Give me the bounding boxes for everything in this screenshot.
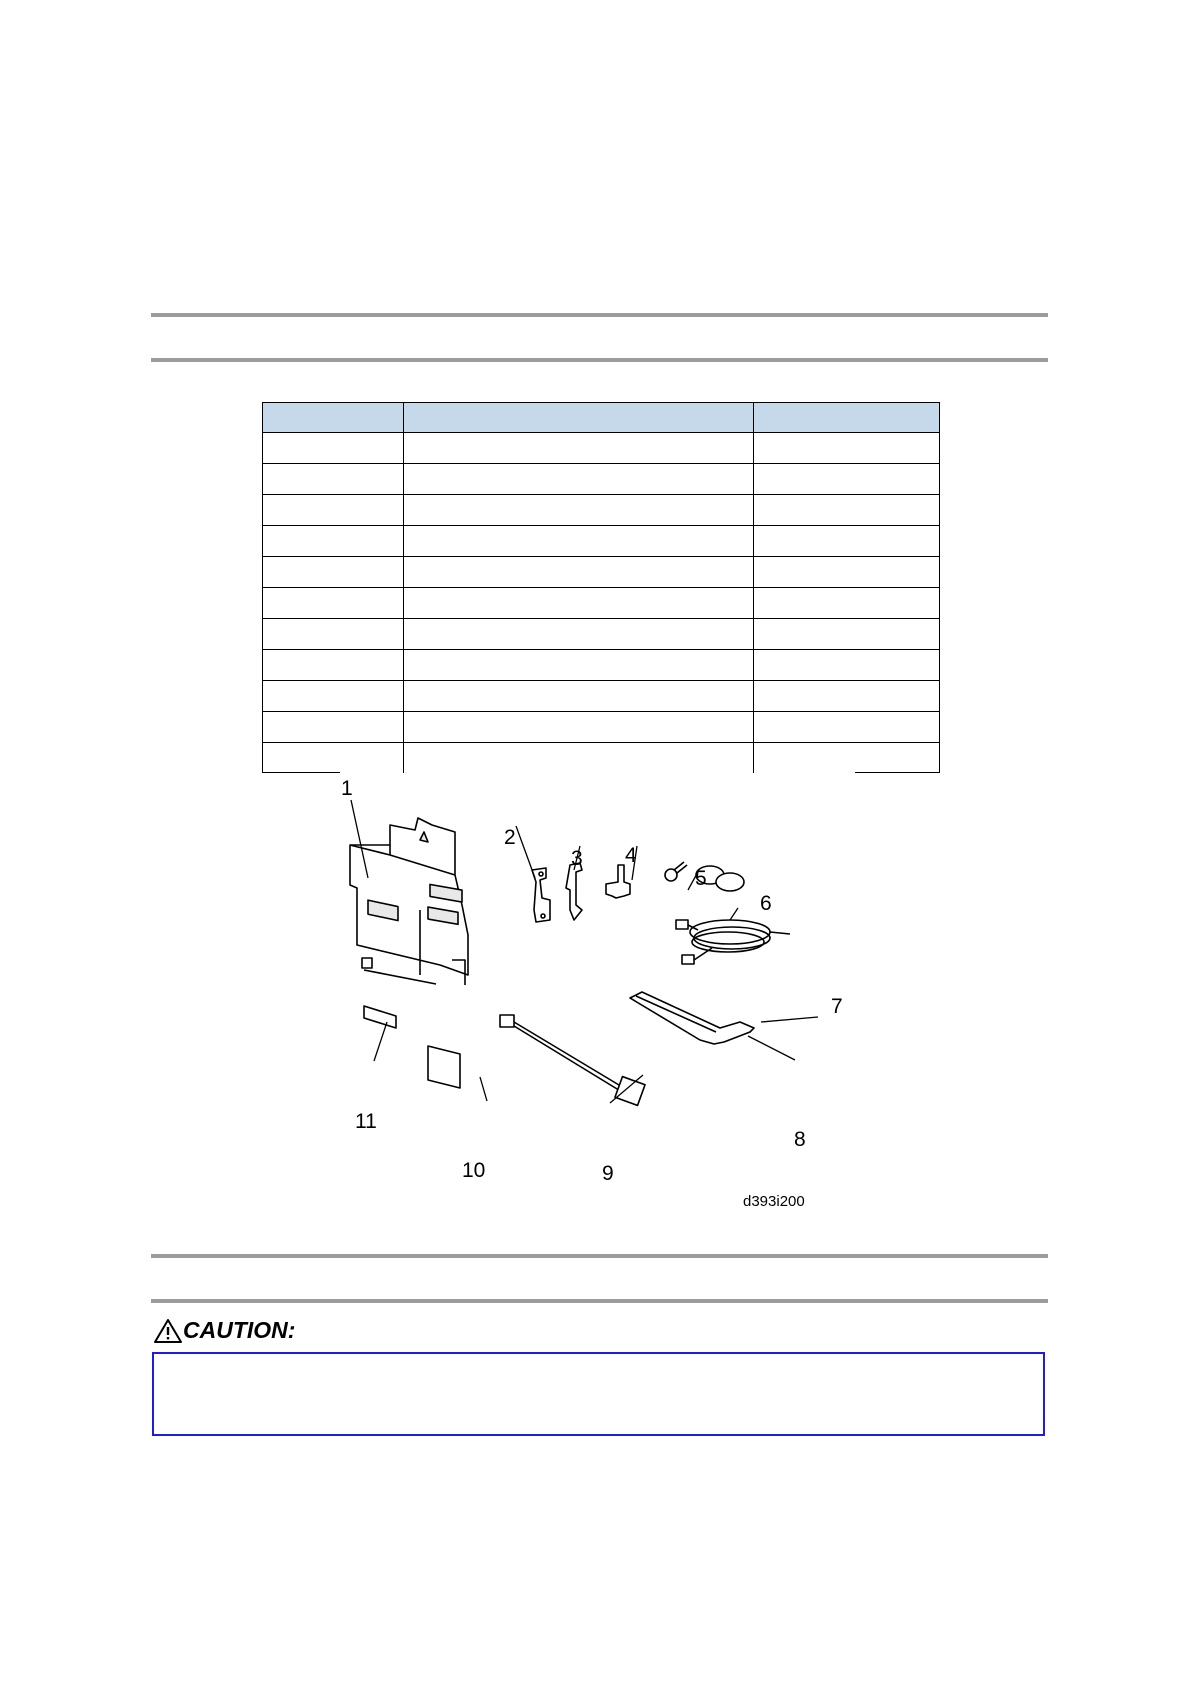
callout-2: 2 bbox=[504, 826, 516, 849]
part-7-harness bbox=[676, 920, 790, 964]
table-row bbox=[263, 681, 940, 712]
section-rule-top-2 bbox=[151, 358, 1048, 362]
callout-7: 7 bbox=[831, 995, 843, 1018]
part-4-bracket bbox=[606, 865, 630, 898]
part-10-label bbox=[428, 1046, 460, 1088]
table-row bbox=[263, 650, 940, 681]
section-rule-mid-1 bbox=[151, 1254, 1048, 1258]
callout-8: 8 bbox=[794, 1128, 806, 1151]
callout-5: 5 bbox=[695, 867, 707, 890]
callout-6: 6 bbox=[760, 892, 772, 915]
part-1-board bbox=[350, 818, 468, 985]
callout-3: 3 bbox=[571, 847, 583, 870]
part-8-flat-cable bbox=[630, 992, 754, 1044]
callout-9: 9 bbox=[602, 1162, 614, 1185]
callout-4: 4 bbox=[625, 844, 637, 867]
callout-1: 1 bbox=[341, 777, 353, 800]
table-header-qty bbox=[754, 403, 940, 433]
caution-box bbox=[152, 1352, 1045, 1436]
part-3-bracket bbox=[566, 863, 582, 920]
figure-id: d393i200 bbox=[743, 1193, 805, 1210]
table-row bbox=[263, 712, 940, 743]
caution-label: CAUTION: bbox=[183, 1317, 296, 1343]
table-row bbox=[263, 743, 940, 774]
section-rule-top-1 bbox=[151, 313, 1048, 317]
table-row bbox=[263, 557, 940, 588]
parts-illustration bbox=[320, 770, 880, 1190]
table-row bbox=[263, 619, 940, 650]
part-5-screw bbox=[665, 862, 687, 881]
table-row bbox=[263, 495, 940, 526]
callout-11: 11 bbox=[355, 1110, 377, 1133]
table-row bbox=[263, 588, 940, 619]
part-11-label bbox=[364, 1006, 396, 1028]
table-row bbox=[263, 526, 940, 557]
table-row bbox=[263, 464, 940, 495]
caution-heading bbox=[153, 1317, 295, 1344]
table-header-description bbox=[404, 403, 754, 433]
callout-10: 10 bbox=[462, 1159, 486, 1182]
accessory-table bbox=[262, 402, 940, 773]
warning-triangle-icon bbox=[153, 1318, 183, 1344]
table-header-row bbox=[263, 403, 940, 433]
table-header-no bbox=[263, 403, 404, 433]
section-rule-mid-2 bbox=[151, 1299, 1048, 1303]
table-row bbox=[263, 433, 940, 464]
